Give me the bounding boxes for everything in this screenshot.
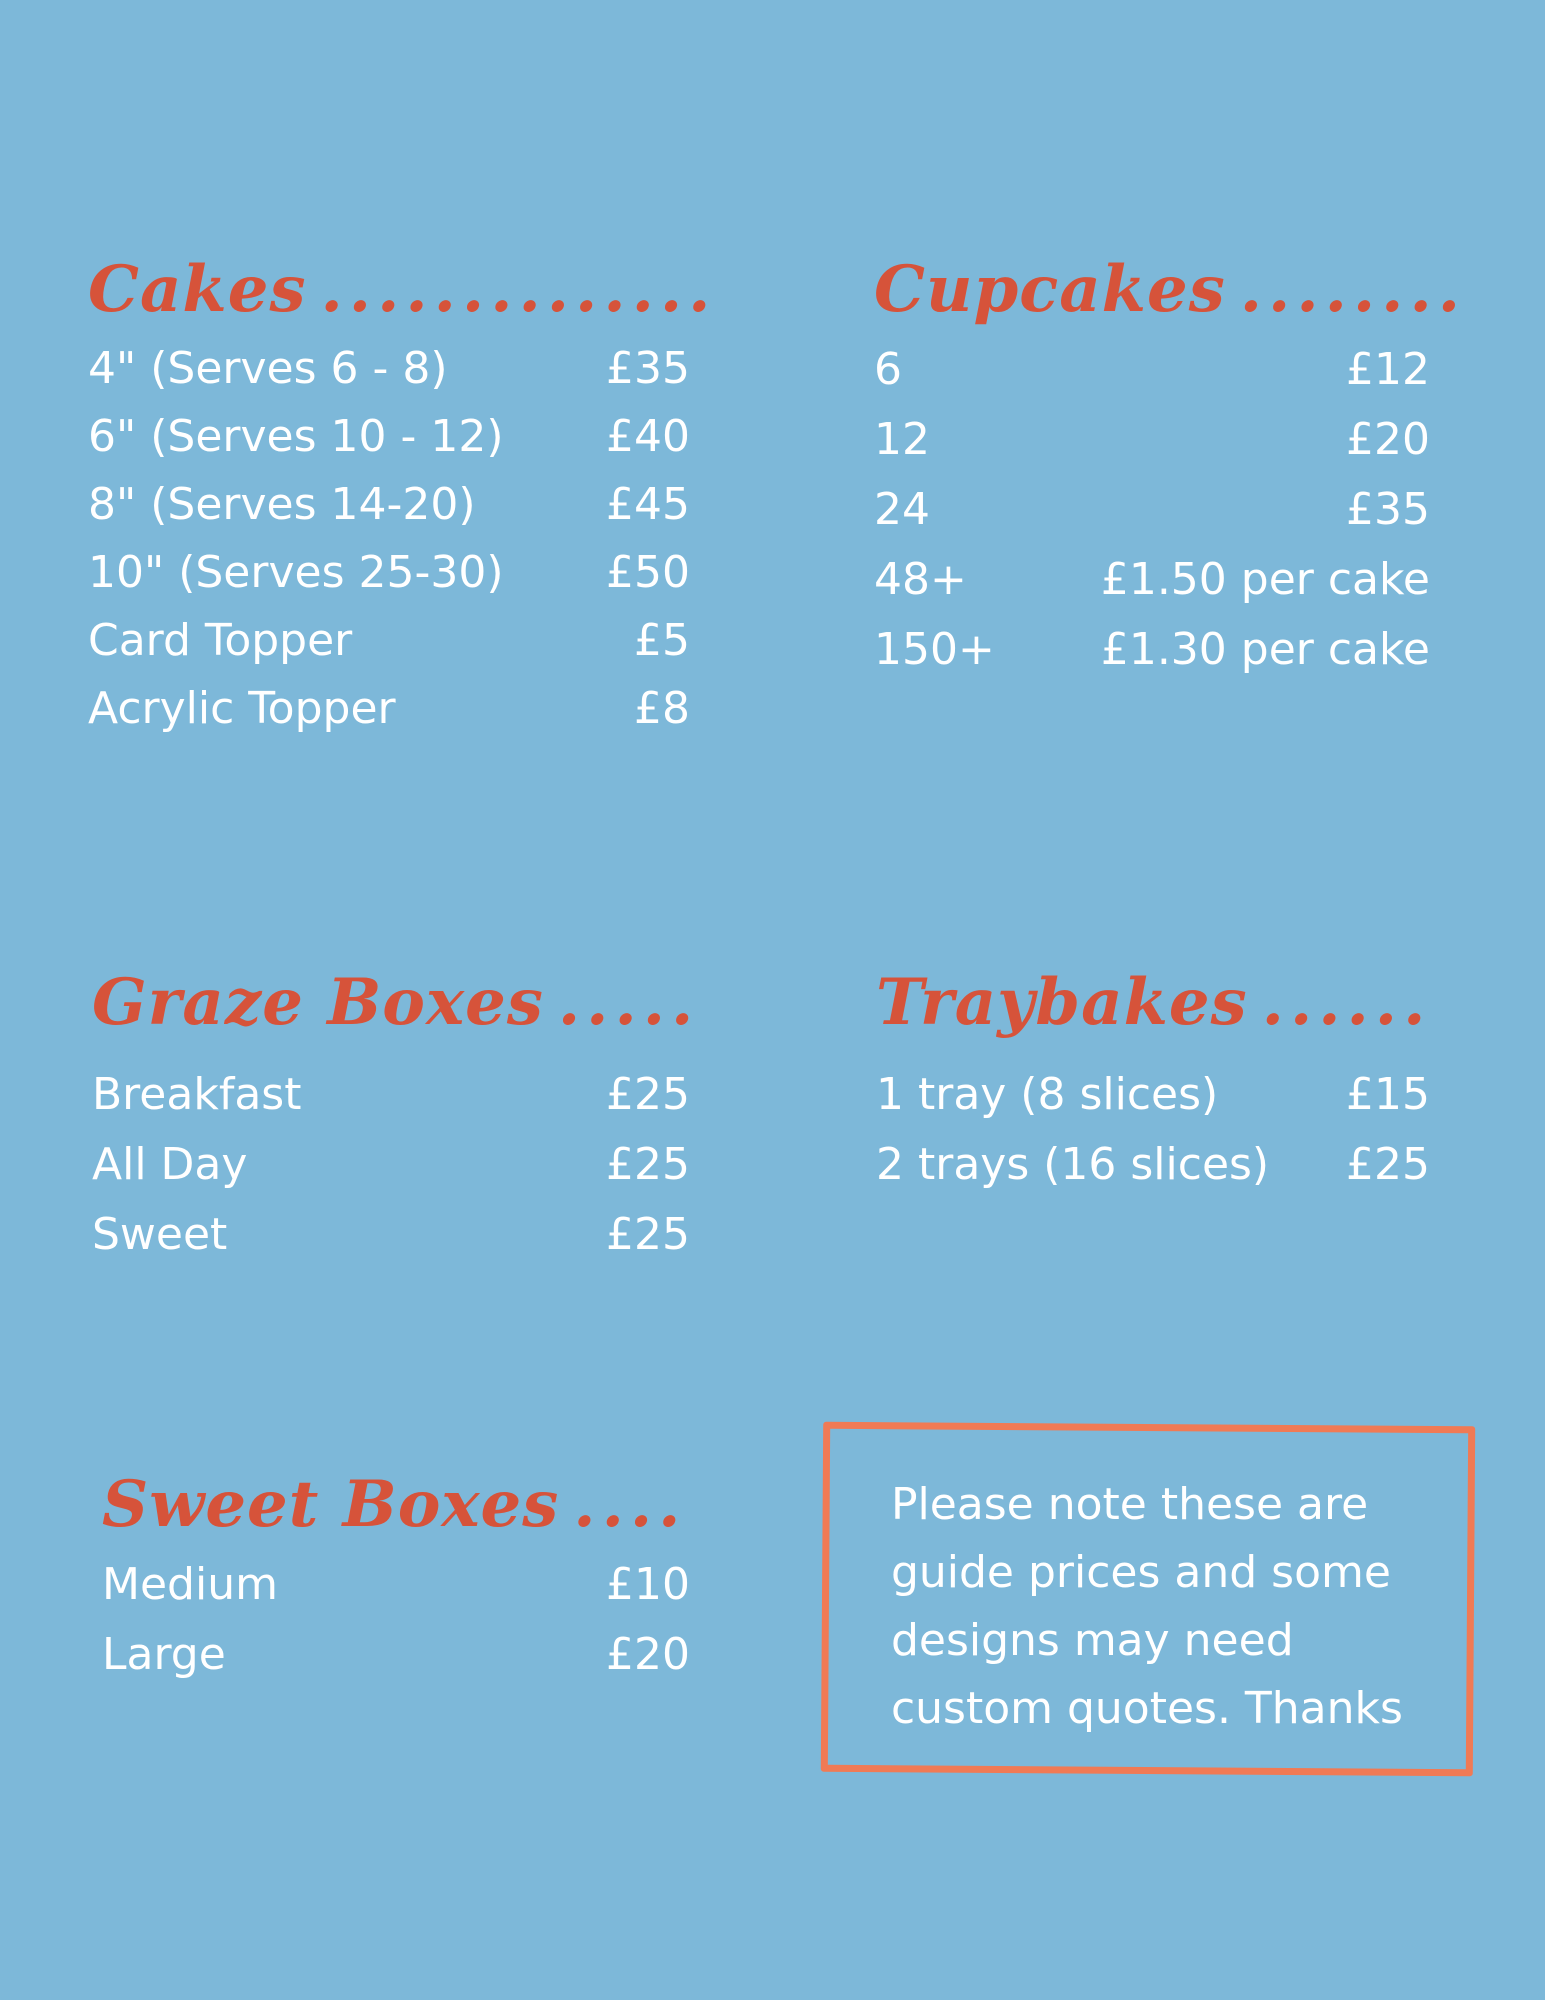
- item-price: £50: [606, 547, 690, 598]
- sweet-boxes-title: Sweet Boxes: [102, 1467, 560, 1542]
- price-row: [88, 471, 690, 539]
- item-label: 150+: [874, 624, 995, 675]
- price-row: [874, 405, 1430, 475]
- item-label: Card Topper: [88, 615, 353, 666]
- price-row: [102, 1620, 690, 1690]
- price-row: [874, 335, 1430, 405]
- price-row: [876, 1060, 1430, 1130]
- item-label: Large: [102, 1629, 226, 1680]
- price-row: [88, 539, 690, 607]
- item-price: £25: [606, 1069, 690, 1120]
- item-price: £25: [606, 1209, 690, 1260]
- item-price: £1.30 per cake: [1100, 624, 1430, 675]
- price-row: [88, 403, 690, 471]
- cakes-section: [88, 245, 717, 743]
- price-row: [92, 1060, 690, 1130]
- item-label: Acrylic Topper: [88, 683, 396, 734]
- price-row: [874, 615, 1430, 685]
- item-label: 6: [874, 344, 902, 395]
- item-label: 6" (Serves 10 - 12): [88, 411, 504, 462]
- item-price: £25: [606, 1139, 690, 1190]
- item-price: £40: [606, 411, 690, 462]
- price-row: [102, 1550, 690, 1620]
- item-price: £20: [1346, 414, 1430, 465]
- price-row: [92, 1200, 690, 1270]
- item-label: Sweet: [92, 1209, 228, 1260]
- traybakes-title: Traybakes: [876, 965, 1248, 1040]
- graze-boxes-price-list: [92, 1060, 690, 1270]
- sweet-boxes-dots: ....: [573, 1467, 687, 1542]
- item-price: £1.50 per cake: [1100, 554, 1430, 605]
- item-price: £35: [1346, 484, 1430, 535]
- item-price: £25: [1346, 1139, 1430, 1190]
- sweet-boxes-heading: [102, 1460, 690, 1550]
- item-label: Breakfast: [92, 1069, 302, 1120]
- sweet-boxes-section: [102, 1460, 690, 1690]
- graze-boxes-dots: .....: [557, 965, 700, 1040]
- item-label: 8" (Serves 14-20): [88, 479, 476, 530]
- price-row: [874, 475, 1430, 545]
- cupcakes-heading: [874, 245, 1466, 335]
- item-price: £45: [606, 479, 690, 530]
- item-price: £12: [1346, 344, 1430, 395]
- price-row: [88, 607, 690, 675]
- cupcakes-section: [874, 245, 1466, 685]
- item-label: 2 trays (16 slices): [876, 1139, 1270, 1190]
- item-label: 10" (Serves 25-30): [88, 547, 504, 598]
- price-row: [92, 1130, 690, 1200]
- item-price: £20: [606, 1629, 690, 1680]
- cakes-dots: ..............: [320, 252, 717, 327]
- traybakes-section: [876, 958, 1430, 1200]
- price-row: [874, 545, 1430, 615]
- cakes-price-list: [88, 335, 690, 743]
- item-label: 48+: [874, 554, 967, 605]
- cakes-heading: [88, 245, 717, 335]
- item-label: 24: [874, 484, 930, 535]
- item-price: £10: [606, 1559, 690, 1610]
- item-label: 4" (Serves 6 - 8): [88, 343, 448, 394]
- note-text: Please note these are guide prices and some designs may need custom quotes. Thanks: [890, 1479, 1403, 1735]
- note-box: [821, 1422, 1475, 1777]
- traybakes-dots: ......: [1261, 965, 1432, 1040]
- cakes-title: Cakes: [88, 252, 307, 327]
- cupcakes-dots: ........: [1239, 252, 1466, 327]
- graze-boxes-heading: [92, 958, 700, 1048]
- item-price: £5: [634, 615, 690, 666]
- cupcakes-price-list: [874, 335, 1430, 685]
- item-price: £15: [1346, 1069, 1430, 1120]
- item-label: 12: [874, 414, 930, 465]
- item-label: Medium: [102, 1559, 278, 1610]
- item-label: 1 tray (8 slices): [876, 1069, 1219, 1120]
- traybakes-heading: [876, 958, 1430, 1048]
- price-row: [88, 675, 690, 743]
- item-price: £35: [606, 343, 690, 394]
- graze-boxes-section: [92, 958, 700, 1270]
- traybakes-price-list: [876, 1060, 1430, 1200]
- item-label: All Day: [92, 1139, 248, 1190]
- graze-boxes-title: Graze Boxes: [92, 965, 544, 1040]
- sweet-boxes-price-list: [102, 1550, 690, 1690]
- item-price: £8: [634, 683, 690, 734]
- cupcakes-title: Cupcakes: [874, 252, 1226, 327]
- price-row: [88, 335, 690, 403]
- price-row: [876, 1130, 1430, 1200]
